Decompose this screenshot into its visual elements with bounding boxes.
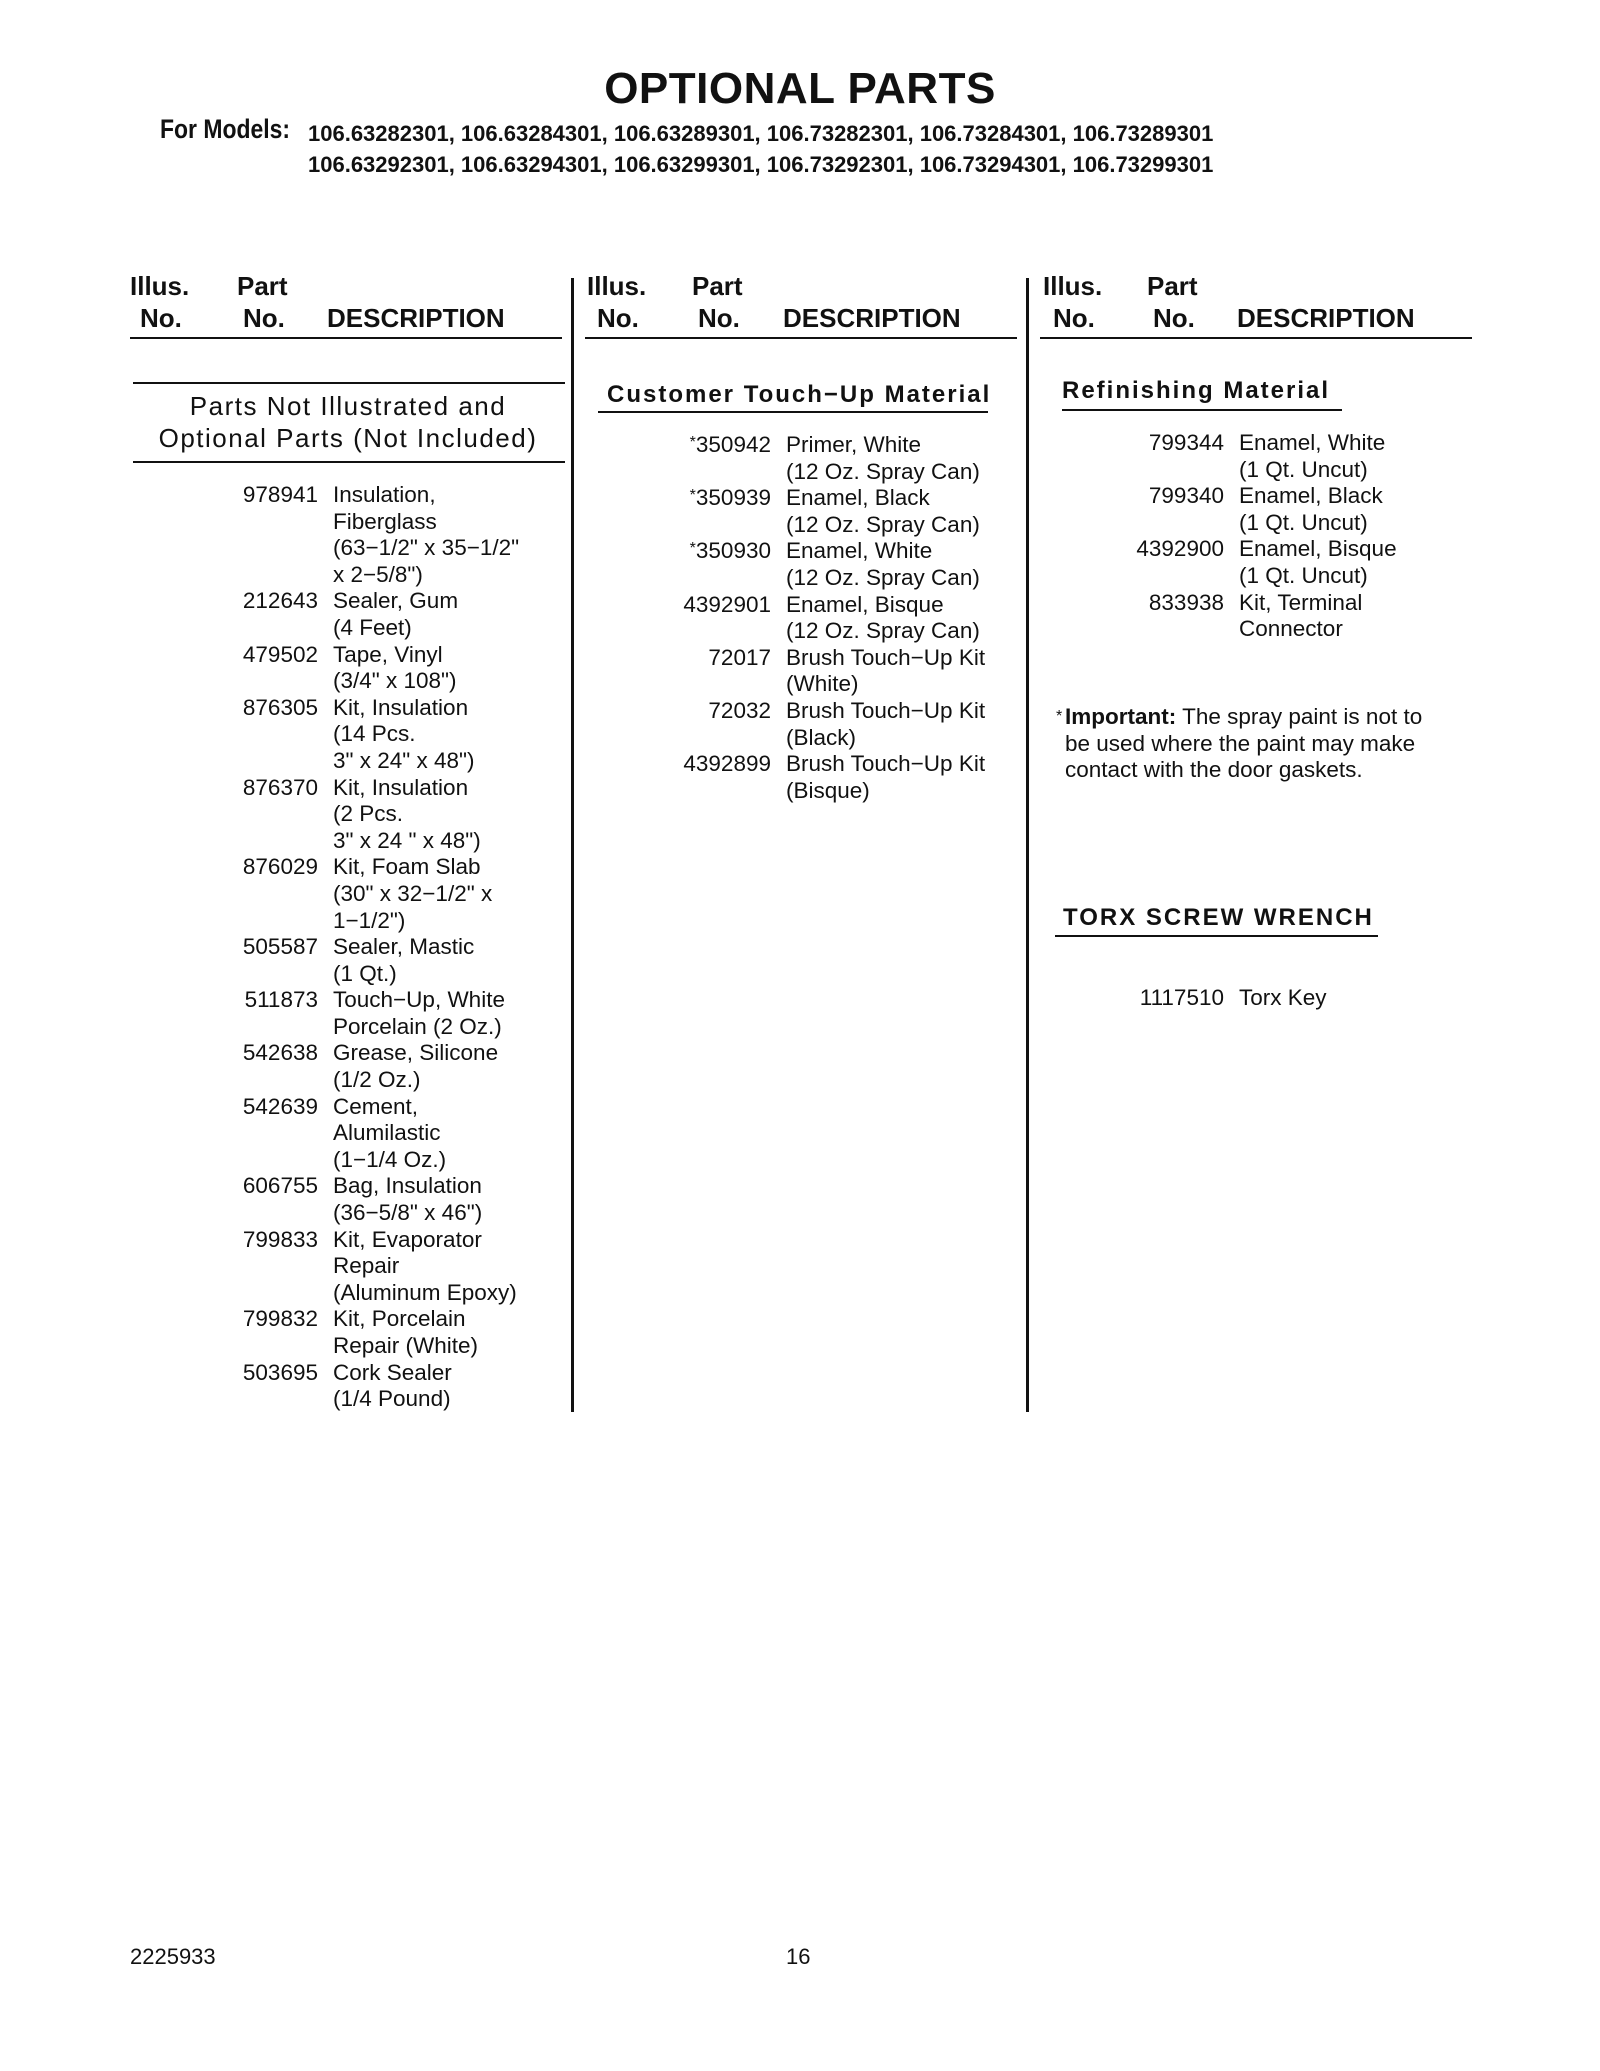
page-title: OPTIONAL PARTS: [604, 64, 996, 113]
part-number: [1130, 590, 1224, 643]
part-number: [226, 934, 318, 987]
part-description: Brush Touch−Up Kit (White): [786, 644, 986, 697]
part-number-text: 505587: [242, 934, 318, 960]
part-number: [664, 432, 771, 485]
part-number: [664, 592, 771, 645]
part-number-text: 350939: [695, 485, 771, 511]
part-number-text: 606755: [242, 1173, 318, 1199]
part-number: [226, 482, 318, 588]
part-number: [1130, 985, 1224, 1012]
list-item: [1130, 536, 1397, 589]
part-number: [226, 1173, 318, 1226]
col2-header-part: Part: [692, 271, 743, 301]
asterisk-marker: *: [689, 487, 696, 505]
part-number: [226, 695, 318, 775]
list-item: [226, 1173, 519, 1226]
models-line-2: 106.63292301, 106.63294301, 106.63299301, 106.73292301, 106.73294301, 106.73299301: [308, 152, 1214, 177]
part-number: [226, 588, 318, 641]
part-number-text: 4392901: [683, 591, 771, 617]
col1-header-rule: [130, 337, 562, 339]
list-item: [1130, 590, 1397, 643]
part-description: Insulation, Fiberglass (63−1/2" x 35−1/2" x 2−5/8"): [333, 482, 520, 587]
part-description: Kit, Insulation (14 Pcs. 3" x 24" x 48"): [333, 694, 475, 773]
part-number: [226, 642, 318, 695]
list-item: [226, 987, 519, 1040]
col1-parts-list: [226, 482, 519, 1413]
part-description: Cork Sealer (1/4 Pound): [333, 1359, 452, 1412]
part-number: [664, 538, 771, 591]
part-description: Touch−Up, White Porcelain (2 Oz.): [333, 987, 505, 1039]
asterisk-marker: *: [689, 434, 696, 451]
part-number-text: 876370: [242, 774, 318, 800]
list-item: [226, 588, 519, 641]
col1-header-illus: [130, 270, 189, 302]
part-number-text: 876029: [242, 854, 318, 880]
part-description: Kit, Porcelain Repair (White): [333, 1306, 479, 1358]
part-number: [226, 1360, 318, 1413]
part-description: Enamel, White (12 Oz. Spray Can): [786, 538, 980, 590]
col1-header-part: [237, 270, 288, 302]
part-number-text: 799833: [242, 1226, 318, 1252]
col2-header-rule: [585, 337, 1017, 339]
list-item: [226, 854, 519, 934]
col1-header-illus-no: No.: [140, 303, 182, 333]
list-item: [226, 934, 519, 987]
part-description: Kit, Evaporator Repair (Aluminum Epoxy): [333, 1226, 517, 1305]
col2-section-rule: [598, 411, 988, 413]
list-item: [664, 751, 985, 804]
col2-header-illus: Illus.: [587, 271, 647, 301]
list-item: [664, 538, 985, 591]
list-item: [226, 695, 519, 775]
part-number-text: 479502: [242, 641, 318, 667]
col2-section-title: Customer Touch−Up Material: [607, 381, 992, 408]
col3-section-rule: [1062, 409, 1342, 411]
part-number: [226, 1306, 318, 1359]
part-number: [1130, 536, 1224, 589]
col3-header-part: Part: [1147, 271, 1198, 301]
part-number-text: 503695: [242, 1359, 318, 1385]
note-text: The spray paint is not to be used where the paint may make contact with the door gaskets.: [1065, 704, 1423, 783]
column-divider-1: [571, 278, 574, 1412]
part-description: Brush Touch−Up Kit (Bisque): [786, 751, 986, 803]
part-number: [226, 1227, 318, 1307]
list-item: [226, 775, 519, 855]
part-description: Sealer, Gum (4 Feet): [333, 588, 459, 640]
part-number-text: 511873: [244, 987, 318, 1013]
part-description: Kit, Terminal Connector: [1239, 589, 1363, 642]
part-description: Enamel, White (1 Qt. Uncut): [1239, 430, 1386, 482]
list-item: [1130, 483, 1397, 536]
part-description: Tape, Vinyl (3/4" x 108"): [333, 641, 457, 694]
part-number: [226, 1040, 318, 1093]
part-number-text: 212643: [242, 588, 318, 614]
part-description: Brush Touch−Up Kit (Black): [786, 697, 986, 750]
part-number-text: 833938: [1148, 589, 1224, 615]
col1-illus-label: Illus.: [130, 271, 190, 301]
col1-section-title-line1: Parts Not Illustrated and: [189, 391, 507, 421]
asterisk-marker: *: [689, 540, 696, 558]
col2-header-illus-no: No.: [597, 303, 639, 333]
col1-header-description: DESCRIPTION: [327, 303, 505, 333]
part-description: Enamel, Bisque (1 Qt. Uncut): [1239, 536, 1397, 588]
part-description: Enamel, Black (12 Oz. Spray Can): [786, 485, 980, 537]
part-number-text: 542638: [242, 1040, 318, 1066]
part-number: [664, 485, 771, 538]
part-number-text: 799344: [1148, 430, 1224, 455]
list-item: [226, 1227, 519, 1307]
part-description: Grease, Silicone (1/2 Oz.): [333, 1040, 499, 1093]
col1-section-title-line2: Optional Parts (Not Included): [158, 423, 538, 453]
list-item: [664, 592, 985, 645]
models-label: For Models:: [160, 114, 291, 144]
part-description: Enamel, Black (1 Qt. Uncut): [1239, 483, 1383, 535]
torx-parts-list: [1130, 985, 1327, 1012]
page-number: 16: [786, 1944, 811, 1969]
torx-section-title: TORX SCREW WRENCH: [1063, 904, 1374, 931]
col3-header-illus-no: No.: [1053, 303, 1095, 333]
part-number-text: 4392899: [683, 751, 771, 777]
list-item: [226, 1040, 519, 1093]
part-description: Bag, Insulation (36−5/8" x 46"): [333, 1173, 483, 1226]
part-number-text: 350930: [695, 538, 771, 564]
models-line-1: 106.63282301, 106.63284301, 106.63289301, 106.73282301, 106.73284301, 106.73289301: [308, 121, 1214, 146]
list-item: [664, 485, 985, 538]
col2-header-description: DESCRIPTION: [783, 303, 961, 333]
part-description: Primer, White (12 Oz. Spray Can): [786, 432, 980, 484]
part-number: [664, 645, 771, 698]
part-description: Kit, Insulation (2 Pcs. 3" x 24 " x 48"): [333, 774, 481, 853]
list-item: [664, 698, 985, 751]
part-number-text: 978941: [242, 482, 318, 507]
document-number: 2225933: [130, 1944, 216, 1969]
part-number-text: 72017: [708, 644, 771, 670]
col3-header-part-no: No.: [1153, 303, 1195, 333]
part-number: [664, 751, 771, 804]
col1-section-rule-bottom: [133, 461, 565, 463]
torx-section-rule: [1055, 935, 1378, 937]
part-number: [226, 1094, 318, 1174]
part-number-text: 876305: [242, 694, 318, 720]
list-item: [664, 432, 985, 485]
part-number: [664, 698, 771, 751]
part-number-text: 72032: [708, 697, 771, 723]
part-number-text: 4392900: [1136, 536, 1224, 562]
part-number-text: 799340: [1148, 483, 1224, 509]
part-number-text: 350942: [695, 432, 771, 457]
part-description: Enamel, Bisque (12 Oz. Spray Can): [786, 591, 980, 644]
col1-header-part-no: No.: [243, 303, 285, 333]
note-label: Important:: [1065, 704, 1177, 729]
list-item: [1130, 985, 1327, 1012]
col1-part-label: Part: [237, 271, 288, 301]
col1-section-rule-top: [133, 382, 565, 384]
part-description: Cement, Alumilastic (1−1/4 Oz.): [333, 1093, 447, 1172]
part-number-text: 1117510: [1139, 985, 1224, 1010]
col3-section-title: Refinishing Material: [1062, 377, 1331, 404]
list-item: [226, 1360, 519, 1413]
part-description: Torx Key: [1239, 985, 1327, 1010]
list-item: [1130, 430, 1397, 483]
part-number: [226, 987, 318, 1040]
col3-header-illus: Illus.: [1043, 271, 1103, 301]
list-item: [226, 1094, 519, 1174]
part-number: [1130, 430, 1224, 483]
list-item: [226, 482, 519, 588]
list-item: [226, 1306, 519, 1359]
part-number: [1130, 483, 1224, 536]
note-asterisk: *: [1056, 708, 1063, 725]
col3-parts-list: [1130, 430, 1397, 643]
list-item: [664, 645, 985, 698]
col2-header-part-no: No.: [698, 303, 740, 333]
part-description: Kit, Foam Slab (30" x 32−1/2" x 1−1/2"): [333, 854, 493, 933]
list-item: [226, 642, 519, 695]
part-number-text: 799832: [242, 1306, 318, 1332]
important-note: [1056, 704, 1445, 784]
col3-header-rule: [1040, 337, 1472, 339]
col2-parts-list: [664, 432, 985, 804]
col3-header-description: DESCRIPTION: [1237, 303, 1415, 333]
column-divider-2: [1026, 278, 1029, 1412]
part-number-text: 542639: [242, 1093, 318, 1119]
part-number: [226, 854, 318, 934]
part-description: Sealer, Mastic (1 Qt.): [333, 934, 475, 986]
part-number: [226, 775, 318, 855]
